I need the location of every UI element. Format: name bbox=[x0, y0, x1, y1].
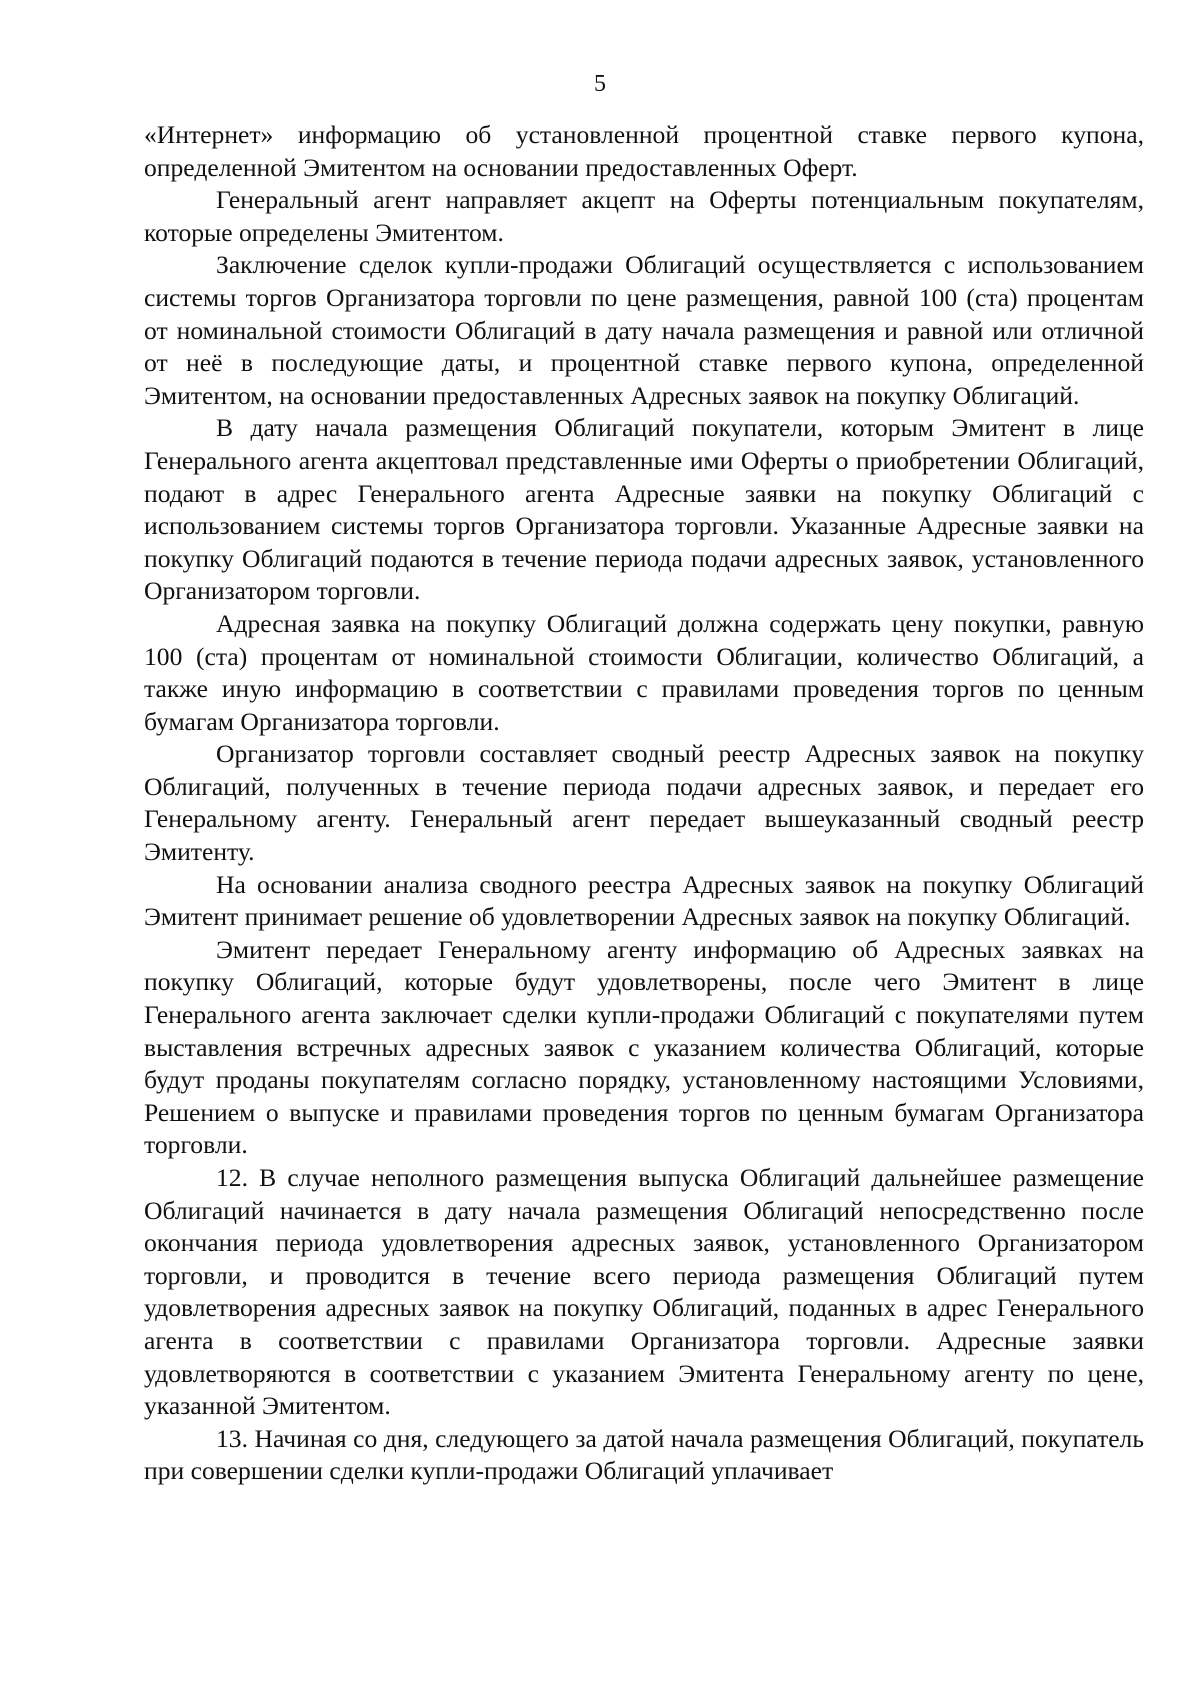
paragraph-decision: На основании анализа сводного реестра Адресных заявок на покупку Облигаций Эмитент принимает решение об удовлетворении Адресных заявок на покупку Облигаций. bbox=[144, 869, 1144, 932]
paragraph-continuation: «Интернет» информацию об установленной процентной ставке первого купона, определенной Эмитентом на основании предоставленных Оферт. bbox=[144, 120, 1144, 182]
page-number: 5 bbox=[594, 71, 606, 97]
paragraph-item-13: 13. Начиная со дня, следующего за датой начала размещения Облигаций, покупатель при совершении сделки купли-продажи Облигаций уплачивает bbox=[144, 1423, 1144, 1486]
paragraph-satisfaction: Эмитент передает Генеральному агенту информацию об Адресных заявках на покупку Облигаций, которые будут удовлетворены, после чего Эмитент в лице Генерального агента заключает сделки купли-продажи Облигаций с покупателями путем выставления встречных адресных заявок с указанием количества Облигаций, которые будут проданы покупателям согласно порядку, установленному настоящими Условиями, Решением о выпуске и правилами проведения торгов по ценным бумагам Организатора торговли. bbox=[144, 934, 1144, 1160]
paragraph-acceptance: Генеральный агент направляет акцепт на Оферты потенциальным покупателям, которые определены Эмитентом. bbox=[144, 185, 1144, 247]
paragraph-address-order: Адресная заявка на покупку Облигаций должна содержать цену покупки, равную 100 (ста) процентам от номинальной стоимости Облигации, количество Облигаций, а также иную информацию в соответствии с правилами проведения торгов по ценным бумагам Организатора торговли. bbox=[144, 608, 1144, 736]
paragraph-deals: Заключение сделок купли-продажи Облигаций осуществляется с использованием системы торгов Организатора торговли по цене размещения, равной 100 (ста) процентам от номинальной стоимости Облигаций в дату начала размещения и равной или отличной от неё в последующие даты, и процентной ставке первого купона, определенной Эмитентом, на основании предоставленных Адресных заявок на покупку Облигаций. bbox=[144, 250, 1144, 410]
document-body bbox=[144, 119, 1144, 1488]
paragraph-item-12: 12. В случае неполного размещения выпуска Облигаций дальнейшее размещение Облигаций начинается в дату начала размещения Облигаций непосредственно после окончания периода удовлетворения адресных заявок, установленного Организатором торговли, и проводится в течение всего периода размещения Облигаций путем удовлетворения адресных заявок на покупку Облигаций, поданных в адрес Генерального агента в соответствии с правилами Организатора торговли. Адресные заявки удовлетворяются в соответствии с указанием Эмитента Генеральному агенту по цене, указанной Эмитентом. bbox=[144, 1163, 1144, 1421]
paragraph-register: Организатор торговли составляет сводный реестр Адресных заявок на покупку Облигаций, полученных в течение периода подачи адресных заявок, и передает его Генеральному агенту. Генеральный агент передает вышеуказанный сводный реестр Эмитенту. bbox=[144, 739, 1144, 867]
paragraph-start-date: В дату начала размещения Облигаций покупатели, которым Эмитент в лице Генерального агента акцептовал представленные ими Оферты о приобретении Облигаций, подают в адрес Генерального агента Адресные заявки на покупку Облигаций с использованием системы торгов Организатора торговли. Указанные Адресные заявки на покупку Облигаций подаются в течение периода подачи адресных заявок, установленного Организатором торговли. bbox=[144, 413, 1144, 606]
